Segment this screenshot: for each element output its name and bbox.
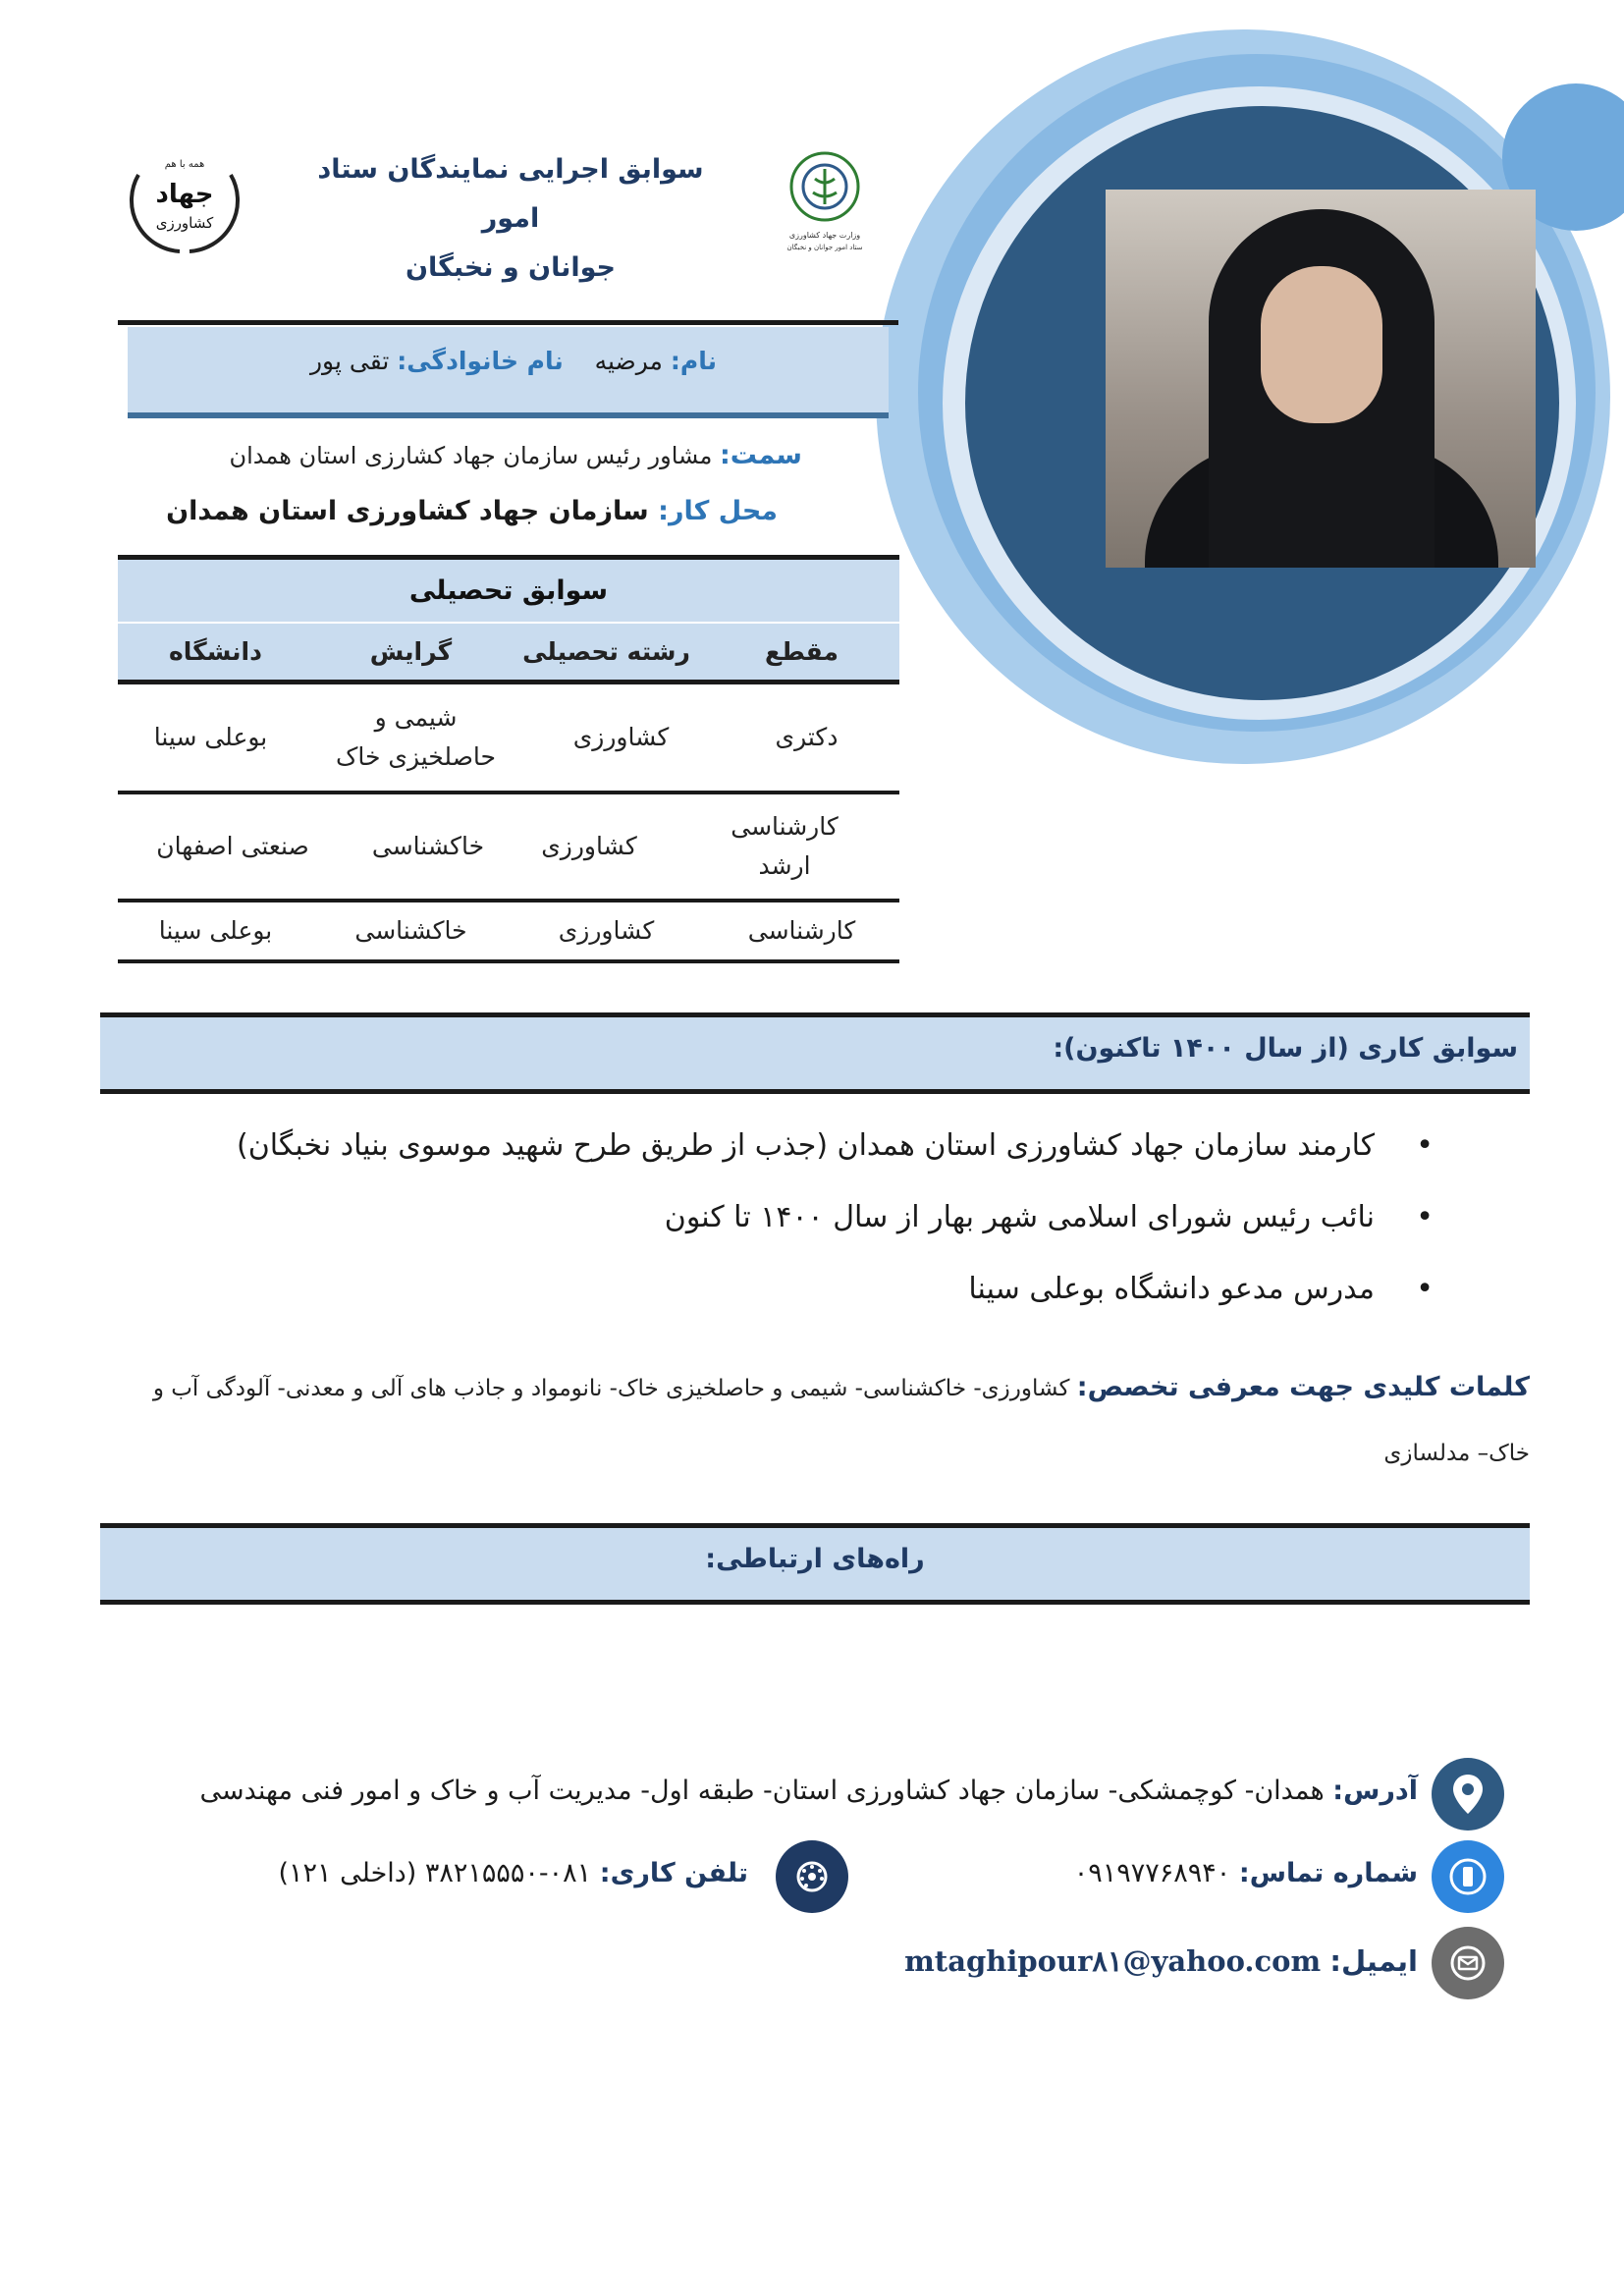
list-item: • کارمند سازمان جهاد کشاورزی استان همدان (جذب از طریق طرح شهید موسوی بنیاد نخبگان) <box>118 1110 1434 1181</box>
address-label: آدرس: <box>1332 1776 1418 1806</box>
table-cell: کارشناسی ارشد <box>731 812 839 880</box>
name-bar <box>128 327 889 418</box>
title-line-2: جوانان و نخبگان <box>405 252 617 283</box>
telephone-dial-icon <box>776 1840 848 1913</box>
workplace-value: سازمان جهاد کشاورزی استان همدان <box>166 496 649 526</box>
logo-right-caption2: ستاد امور جوانان و نخبگان <box>786 244 863 251</box>
table-cell: خاکشناسی <box>354 916 467 945</box>
position-value: مشاور رئیس سازمان جهاد کشارزی استان همدان <box>229 442 713 469</box>
phone-icon <box>1432 1840 1504 1913</box>
workplace-label: محل کار: <box>658 496 778 526</box>
list-item: • مدرس مدعو دانشگاه بوعلی سینا <box>118 1253 1434 1325</box>
work-list <box>118 1110 1434 1325</box>
work-phone-value: ۰۸۱-۳۸۲۱۵۵۵۰ (داخلی ۱۲۱) <box>278 1858 592 1888</box>
list-item: • نائب رئیس شورای اسلامی شهر بهار از سال ۱۴۰۰ تا کنون <box>118 1181 1434 1253</box>
contact-section-title: راه‌های ارتباطی: <box>705 1544 925 1574</box>
table-cell: کشاورزی <box>572 723 670 751</box>
work-phone-line <box>278 1858 748 1888</box>
contact-section-bar <box>100 1523 1530 1605</box>
name-bar-top-rule <box>118 320 898 325</box>
logo-left-main-text: جهاد <box>155 180 214 209</box>
email-icon <box>1432 1927 1504 1999</box>
education-header-row <box>118 622 899 684</box>
table-row <box>118 794 899 902</box>
address-line <box>200 1776 1418 1806</box>
jahad-keshavarzi-logo <box>121 145 248 255</box>
education-header-cell: مقطع <box>765 637 839 666</box>
address-value: همدان- کوچمشکی- سازمان جهاد کشاورزی استان- طبقه اول- مدیریت آب و خاک و امور فنی مهندسی <box>199 1776 1325 1806</box>
work-phone-label: تلفن کاری: <box>599 1858 748 1888</box>
location-pin-icon <box>1432 1758 1504 1831</box>
table-cell: خاکشناسی <box>371 832 485 860</box>
table-cell: کارشناسی <box>747 916 856 945</box>
position-label: سمت: <box>719 440 802 470</box>
phone-label: شماره تماس: <box>1238 1858 1418 1888</box>
email-link[interactable]: mtaghipour۸۱@yahoo.com <box>904 1944 1322 1978</box>
education-header-cell: رشته تحصیلی <box>522 637 690 666</box>
workplace-line <box>166 496 778 526</box>
table-row <box>118 684 899 794</box>
email-line <box>904 1944 1418 1978</box>
name-line <box>310 347 717 375</box>
family-label: نام خانوادگی: <box>397 347 564 375</box>
table-cell: شیمی و حاصلخیزی خاک <box>335 703 496 771</box>
logo-right-caption1: وزارت جهاد کشاورزی <box>788 231 861 240</box>
keywords-paragraph <box>100 1355 1530 1486</box>
table-cell: کشاورزی <box>558 916 655 945</box>
table-cell: بوعلی سینا <box>153 723 268 751</box>
work-section-title: سوابق کاری (از سال ۱۴۰۰ تاکنون): <box>1053 1033 1518 1064</box>
education-header-cell: دانشگاه <box>169 637 262 666</box>
phone-value: ۰۹۱۹۷۷۶۸۹۴۰ <box>1073 1858 1231 1888</box>
education-title: سوابق تحصیلی <box>118 555 899 622</box>
position-line <box>229 440 802 470</box>
table-cell: دکتری <box>775 723 839 751</box>
keywords-value: کشاورزی- خاکشناسی- شیمی و حاصلخیزی خاک- نانومواد و جاذب های آلی و معدنی- آلودگی آب و خاک– مدلسازی <box>152 1376 1530 1466</box>
phone-line <box>1074 1858 1418 1888</box>
education-table <box>118 555 899 963</box>
document-title <box>295 145 727 293</box>
table-cell: صنعتی اصفهان <box>156 832 309 860</box>
table-cell: کشاورزی <box>541 832 637 860</box>
name-value: مرضیه <box>594 347 663 375</box>
logo-left-top-text: همه با هم <box>164 159 205 170</box>
name-label: نام: <box>670 347 717 375</box>
table-row <box>118 902 899 963</box>
education-header-cell: گرایش <box>369 637 453 666</box>
ministry-emblem-logo <box>776 147 874 265</box>
email-label: ایمیل: <box>1329 1944 1418 1978</box>
profile-photo <box>1106 190 1536 568</box>
work-section-bar <box>100 1012 1530 1094</box>
logo-left-sub-text: کشاورزی <box>155 214 214 232</box>
keywords-label: کلمات کلیدی جهت معرفی تخصص: <box>1076 1372 1530 1402</box>
table-cell: بوعلی سینا <box>158 916 273 945</box>
title-line-1: سوابق اجرایی نمایندگان ستاد امور <box>317 154 704 234</box>
family-value: تقی پور <box>309 347 390 375</box>
